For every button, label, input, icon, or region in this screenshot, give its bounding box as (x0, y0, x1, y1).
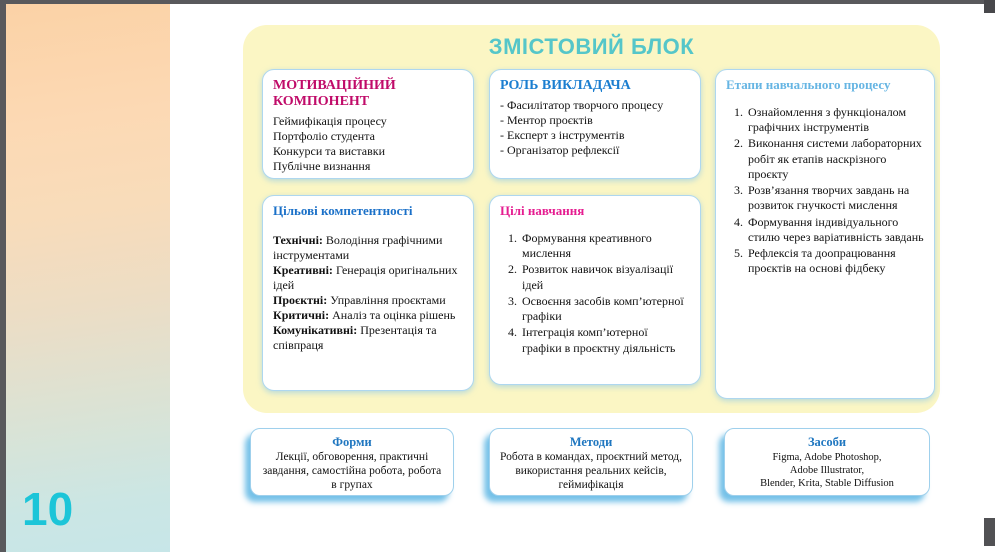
card-title: Методи (569, 435, 613, 449)
competency-item (273, 263, 463, 293)
card-forms (250, 428, 454, 496)
card-text-line: Adobe Illustrator, (789, 465, 865, 477)
card-learning-stages (715, 69, 935, 399)
card-title: Засоби (807, 435, 847, 449)
list-item: 2. Розвиток навичок візуалізації ідей (520, 262, 690, 292)
card-item: - Організатор рефлексії (500, 143, 620, 158)
competency-text: Презентація та співпраця (273, 322, 437, 352)
card-text-line: Figma, Adobe Photoshop, (772, 452, 882, 463)
scrollbar-top-fragment[interactable] (984, 0, 995, 13)
card-text: Робота в командах, проєктний метод, використання реальних кейсів, геймифікація (500, 451, 682, 491)
card-teacher-role (489, 69, 701, 179)
list-item: 3. Освоєння засобів комп’ютерної графіки (520, 294, 690, 324)
list-item: 1. Формування креативного мислення (520, 231, 690, 261)
competency-label: Креативні: (273, 262, 333, 277)
list-item: 4. Формування індивідуального стилю через варіативність завдань (746, 215, 924, 245)
competency-label: Проєктні: (273, 292, 328, 307)
list-item: 3. Розв’язання творчих завдань на розвиток гнучкості мислення (746, 183, 924, 213)
card-target-competencies (262, 195, 474, 391)
competency-item (273, 233, 463, 263)
card-title: МОТИВАЦІЙНИЙ КОМПОНЕНТ (273, 78, 396, 110)
card-tools (724, 428, 930, 496)
competency-text: Аналіз та оцінка рішень (332, 307, 456, 322)
card-text: Лекції, обговорення, практичні завдання, самостійна робота, робота в групах (262, 451, 442, 491)
page-number: 10 (22, 483, 74, 535)
card-item: Публічне визнання (273, 159, 371, 174)
card-text-line: Blender, Krita, Stable Diffusion (760, 478, 894, 490)
card-motivation-component (262, 69, 474, 179)
competency-text: Генерація оригінальних ідей (273, 262, 458, 292)
competency-label: Критичні: (273, 307, 330, 322)
card-title: Етапи навчального процесу (726, 77, 891, 92)
card-title: Цільові компетентності (273, 203, 413, 218)
competency-item (273, 323, 463, 353)
card-title: Цілі навчання (500, 203, 585, 218)
list-item: 5. Рефлексія та доопрацювання проєктів на основі фідбеку (746, 246, 924, 276)
competency-label: Технічні: (273, 232, 323, 247)
card-item: - Ментор проєктів (500, 113, 593, 128)
card-methods (489, 428, 693, 496)
list-item: 4. Інтеграція комп’ютерної графіки в проєктну діяльність (520, 325, 690, 355)
slide-gradient-strip (6, 4, 170, 552)
competency-label: Комунікативні: (273, 322, 358, 337)
card-item: - Фасилітатор творчого процесу (500, 98, 664, 113)
list-item: 1. Ознайомлення з функціоналом графічних інструментів (746, 105, 924, 135)
scrollbar-thumb[interactable] (984, 518, 995, 546)
card-item: Геймифікація процесу (273, 114, 387, 129)
card-item: - Експерт з інструментів (500, 128, 625, 143)
stages-list (726, 105, 924, 277)
panel-title: ЗМІСТОВИЙ БЛОК (488, 34, 695, 59)
card-learning-goals (489, 195, 701, 385)
card-title: Форми (332, 435, 372, 449)
competency-text: Володіння графічними інструментами (273, 232, 443, 262)
card-title: РОЛЬ ВИКЛАДАЧА (500, 78, 631, 93)
card-item: Портфоліо студента (273, 129, 375, 144)
list-item: 2. Виконання системи лабораторних робіт як етапів наскрізного проєкту (746, 136, 924, 182)
goals-list (500, 231, 690, 356)
content-block-panel (243, 25, 940, 413)
competency-item (273, 308, 463, 323)
competency-item (273, 293, 463, 308)
competency-text: Управління проєктами (330, 292, 446, 307)
card-item: Конкурси та виставки (273, 144, 386, 159)
